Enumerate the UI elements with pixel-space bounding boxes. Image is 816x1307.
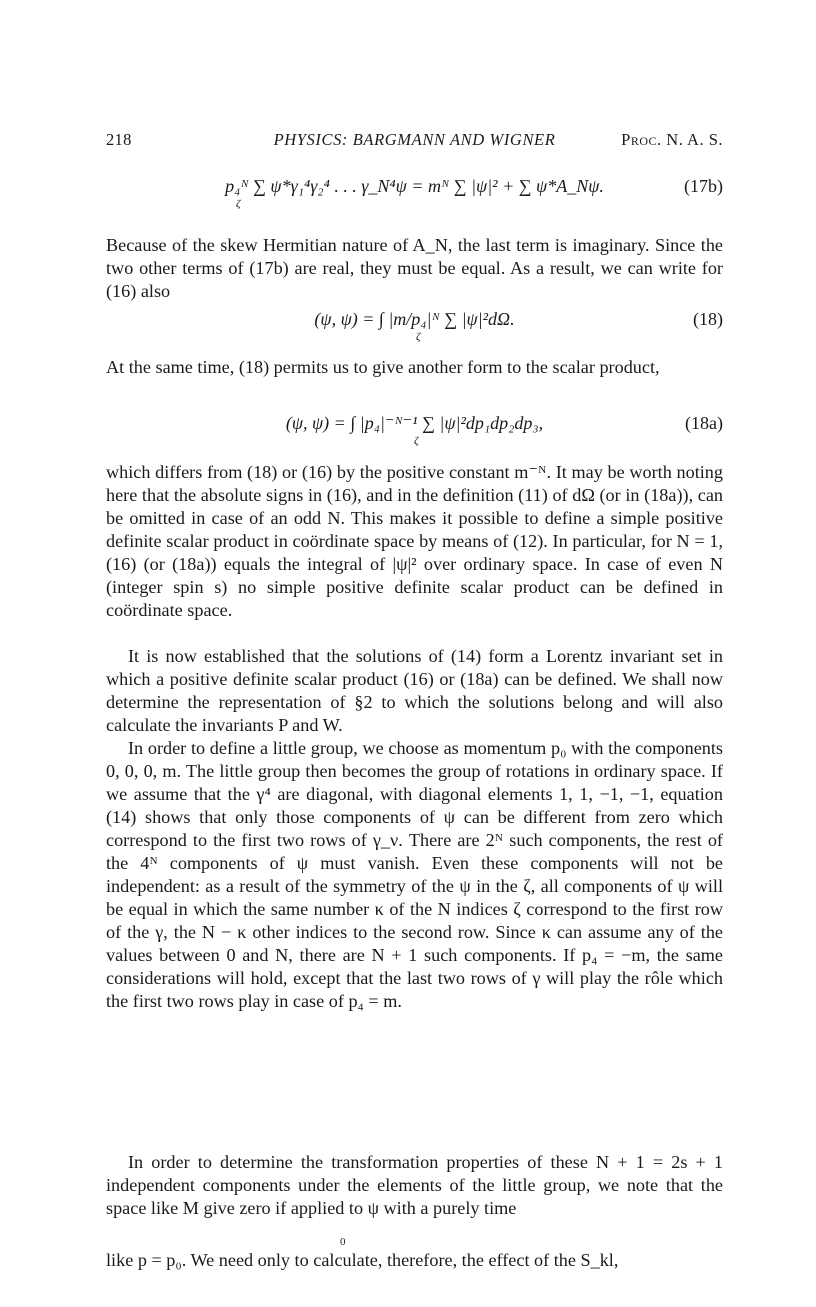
- page-header: [106, 130, 723, 154]
- equation-18-sum-index: ζ: [416, 331, 421, 343]
- equation-17b-number: (17b): [684, 176, 723, 196]
- paragraph-scalar-product: At the same time, (18) permits us to give another form to the scalar product,: [106, 357, 660, 377]
- equation-18a-sum-index: ζ: [414, 435, 419, 447]
- page-number: 218: [106, 130, 132, 149]
- equation-18-number: (18): [693, 309, 723, 329]
- equation-18a-body: (ψ, ψ) = ∫ |p₄|⁻ᴺ⁻¹ ∑ |ψ|²dp₁dp₂dp₃,: [285, 413, 544, 433]
- paragraph-little-group: In order to define a little group, we choose as momentum p₀ with the components 0, 0, 0, m. The little group then becomes the group of rotations in ordinary space. If we assume that the γ⁴ are diagonal, with diagonal elements 1, 1, −1, −1, equation (14) shows that only those components of ψ can be different from zero which correspond to the first two rows of γ_ν. There are 2ᴺ such components, the rest of the 4ᴺ components of ψ must vanish. Even these components will not be independent: as a result of the symmetry of the ψ in the ζ, all components of ψ will be equal in which the same number κ of the N indices ζ correspond to the first row of the γ, the N − κ other indices to the second row. Since κ can assume any of the values between 0 and N, there are N + 1 such components. If p₄ = −m, the same considerations will hold, except that the last two rows of γ will play the rôle which the first two rows play in case of p₄ = m.: [106, 738, 723, 1011]
- equation-17b: [106, 176, 723, 210]
- equation-17b-body: p₄ᴺ ∑ ψ*γ₁⁴γ₂⁴ . . . γ_N⁴ψ = mᴺ ∑ |ψ|² + ∑ ψ*A_Nψ.: [225, 176, 604, 196]
- equation-18a: [106, 413, 723, 447]
- equation-18a-number: (18a): [685, 413, 723, 433]
- subscript-zero-mark: 0: [340, 1236, 346, 1248]
- equation-17b-sum-index: ζ: [236, 198, 241, 210]
- paragraph-lorentz-invariant: It is now established that the solutions of (14) form a Lorentz invariant set in which a positive definite scalar product (16) or (18a) can be defined. We shall now determine the representation of §2 to which the solutions belong and will also calculate the invariants P and W.: [106, 646, 723, 735]
- paragraph-transformation: In order to determine the transformation properties of these N + 1 = 2s + 1 independent components under the elements of the little group, we note that the space like M give zero if applied to ψ with a purely time: [106, 1152, 723, 1218]
- running-title: PHYSICS: BARGMANN AND WIGNER: [273, 130, 556, 149]
- paragraph-skew-hermitian: Because of the skew Hermitian nature of A_N, the last term is imaginary. Since the two other terms of (17b) are real, they must be equal. As a result, we can write for (16) also: [106, 235, 723, 301]
- equation-18-body: (ψ, ψ) = ∫ |m/p₄|ᴺ ∑ |ψ|²dΩ.: [314, 309, 515, 329]
- equation-18: [106, 309, 723, 343]
- paragraph-final-line: like p = p₀. We need only to calculate, therefore, the effect of the S_kl,: [106, 1250, 619, 1270]
- journal-name: Proc. N. A. S.: [621, 130, 723, 149]
- paragraph-positive-constant: which differs from (18) or (16) by the positive constant m⁻ᴺ. It may be worth noting here that the absolute signs in (16), and in the definition (11) of dΩ (or in (18a)), can be omitted in case of an odd N. This makes it possible to define a simple positive definite scalar product in coördinate space by means of (12). In particular, for N = 1, (16) (or (18a)) equals the integral of |ψ|² over ordinary space. In case of even N (integer spin s) no simple positive definite scalar product can be defined in coördinate space.: [106, 462, 723, 620]
